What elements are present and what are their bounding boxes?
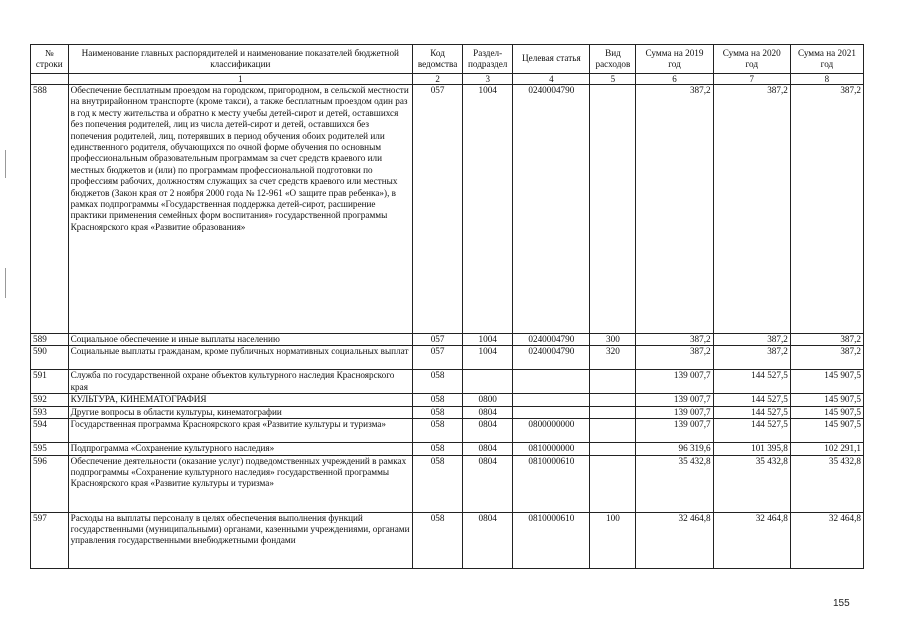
row-sum-2021: 387,2: [790, 85, 863, 334]
row-number: 596: [31, 455, 69, 512]
row-expense-type: [590, 443, 636, 455]
header-sum-2019: Сумма на 2019 год: [636, 45, 713, 74]
header-row: [31, 45, 864, 74]
row-sum-2019: 35 432,8: [636, 455, 713, 512]
row-dept-code: 058: [413, 406, 463, 418]
header-dept-code: Код ведомства: [413, 45, 463, 74]
row-section: 0800: [463, 394, 513, 406]
row-number: 590: [31, 346, 69, 370]
table-row: [31, 346, 864, 370]
row-number: 591: [31, 370, 69, 394]
row-number: 597: [31, 512, 69, 568]
column-number: 3: [463, 74, 513, 85]
row-sum-2021: 145 907,5: [790, 370, 863, 394]
row-sum-2020: 32 464,8: [713, 512, 790, 568]
row-target-item: 0240004790: [513, 334, 590, 346]
row-number: 588: [31, 85, 69, 334]
header-expense-type: Вид расходов: [590, 45, 636, 74]
header-row-number: № строки: [31, 45, 69, 74]
header-sum-2021: Сумма на 2021 год: [790, 45, 863, 74]
column-number-empty: [31, 74, 69, 85]
row-dept-code: 058: [413, 443, 463, 455]
row-sum-2019: 96 319,6: [636, 443, 713, 455]
row-expense-type: [590, 406, 636, 418]
row-target-item: 0810000610: [513, 455, 590, 512]
row-expense-type: [590, 85, 636, 334]
column-number: 8: [790, 74, 863, 85]
row-name: Расходы на выплаты персоналу в целях обеспечения выполнения функций государственными (муниципальными) органами, казенными учреждениями, органами управления государственными внебюджетными фондами: [68, 512, 412, 568]
row-name: Служба по государственной охране объектов культурного наследия Красноярского края: [68, 370, 412, 394]
row-dept-code: 058: [413, 455, 463, 512]
row-expense-type: 300: [590, 334, 636, 346]
column-number: 2: [413, 74, 463, 85]
budget-sheet: [30, 44, 864, 569]
row-sum-2020: 144 527,5: [713, 406, 790, 418]
row-name: Социальные выплаты гражданам, кроме публичных нормативных социальных выплат: [68, 346, 412, 370]
row-sum-2019: 139 007,7: [636, 394, 713, 406]
row-target-item: 0810000610: [513, 512, 590, 568]
header-name: Наименование главных распорядителей и наименование показателей бюджетной классификации: [68, 45, 412, 74]
row-sum-2020: 35 432,8: [713, 455, 790, 512]
row-target-item: 0240004790: [513, 85, 590, 334]
scan-margin-mark: [5, 150, 6, 178]
row-sum-2019: 387,2: [636, 334, 713, 346]
row-sum-2020: 387,2: [713, 346, 790, 370]
column-number: 5: [590, 74, 636, 85]
table-row: [31, 443, 864, 455]
row-expense-type: [590, 370, 636, 394]
row-section: 1004: [463, 334, 513, 346]
table-row: [31, 334, 864, 346]
row-sum-2021: 145 907,5: [790, 419, 863, 443]
budget-table: [30, 44, 864, 569]
row-name: Обеспечение деятельности (оказание услуг) подведомственных учреждений в рамках подпрограммы «Сохранение культурного наследия» государственной программы Красноярского края «Развитие культуры и туризма»: [68, 455, 412, 512]
header-target-item: Целевая статья: [513, 45, 590, 74]
row-sum-2021: 387,2: [790, 334, 863, 346]
row-expense-type: 100: [590, 512, 636, 568]
page-number: 155: [833, 598, 850, 609]
row-dept-code: 058: [413, 394, 463, 406]
column-numbers-row: [31, 74, 864, 85]
row-sum-2021: 102 291,1: [790, 443, 863, 455]
row-target-item: [513, 406, 590, 418]
row-sum-2021: 145 907,5: [790, 394, 863, 406]
row-sum-2020: 101 395,8: [713, 443, 790, 455]
scan-margin-mark: [5, 268, 6, 298]
row-target-item: [513, 394, 590, 406]
row-dept-code: 057: [413, 334, 463, 346]
row-expense-type: 320: [590, 346, 636, 370]
row-expense-type: [590, 455, 636, 512]
row-target-item: [513, 370, 590, 394]
row-section: [463, 370, 513, 394]
row-name: Другие вопросы в области культуры, кинематографии: [68, 406, 412, 418]
row-sum-2021: 32 464,8: [790, 512, 863, 568]
row-section: 0804: [463, 443, 513, 455]
row-name: Государственная программа Красноярского края «Развитие культуры и туризма»: [68, 419, 412, 443]
column-number: 1: [68, 74, 412, 85]
row-name: КУЛЬТУРА, КИНЕМАТОГРАФИЯ: [68, 394, 412, 406]
row-expense-type: [590, 394, 636, 406]
row-expense-type: [590, 419, 636, 443]
row-section: 1004: [463, 85, 513, 334]
table-row: [31, 455, 864, 512]
row-sum-2019: 139 007,7: [636, 406, 713, 418]
row-number: 589: [31, 334, 69, 346]
row-sum-2021: 387,2: [790, 346, 863, 370]
column-number: 4: [513, 74, 590, 85]
table-row: [31, 406, 864, 418]
row-dept-code: 058: [413, 512, 463, 568]
row-target-item: 0240004790: [513, 346, 590, 370]
table-row: [31, 512, 864, 568]
row-section: 0804: [463, 455, 513, 512]
table-row: [31, 394, 864, 406]
row-section: 0804: [463, 419, 513, 443]
table-row: [31, 370, 864, 394]
row-target-item: 0800000000: [513, 419, 590, 443]
row-dept-code: 058: [413, 370, 463, 394]
row-name: Социальное обеспечение и иные выплаты населению: [68, 334, 412, 346]
row-sum-2019: 387,2: [636, 346, 713, 370]
row-number: 592: [31, 394, 69, 406]
row-sum-2020: 387,2: [713, 85, 790, 334]
column-number: 7: [713, 74, 790, 85]
table-row: [31, 419, 864, 443]
header-section: Раздел-подраздел: [463, 45, 513, 74]
header-sum-2020: Сумма на 2020 год: [713, 45, 790, 74]
row-name: Подпрограмма «Сохранение культурного наследия»: [68, 443, 412, 455]
row-sum-2020: 144 527,5: [713, 370, 790, 394]
row-sum-2020: 144 527,5: [713, 394, 790, 406]
row-section: 0804: [463, 512, 513, 568]
row-name: Обеспечение бесплатным проездом на городском, пригородном, в сельской местности на внутрирайонном транспорте (кроме такси), а также бесплатным проездом один раз в год к месту жительства и обратно к месту учебы детей-сирот и детей, оставшихся без попечения родителей, лиц из числа детей-сирот и детей, оставшихся без попечения родителей, лиц, потерявших в период обучения обоих родителей или единственного родителя, обучающихся по очной форме обучения по основным профессиональным образовательным программам за счет средств краевого или местных бюджетов и (или) по программам профессиональной подготовки по профессиям рабочих, должностям служащих за счет средств краевого или местных бюджетов (Закон края от 2 ноября 2000 года № 12-961 «О защите прав ребенка»), в рамках подпрограммы «Государственная поддержка детей-сирот, расширение практики применения семейных форм воспитания» государственной программы Красноярского края «Развитие образования»: [68, 85, 412, 334]
row-section: 1004: [463, 346, 513, 370]
row-number: 595: [31, 443, 69, 455]
row-sum-2020: 144 527,5: [713, 419, 790, 443]
row-section: 0804: [463, 406, 513, 418]
row-dept-code: 057: [413, 346, 463, 370]
row-sum-2019: 32 464,8: [636, 512, 713, 568]
row-dept-code: 057: [413, 85, 463, 334]
row-target-item: 0810000000: [513, 443, 590, 455]
row-sum-2019: 387,2: [636, 85, 713, 334]
row-dept-code: 058: [413, 419, 463, 443]
table-row: [31, 85, 864, 334]
row-sum-2021: 145 907,5: [790, 406, 863, 418]
row-number: 593: [31, 406, 69, 418]
row-sum-2019: 139 007,7: [636, 370, 713, 394]
row-number: 594: [31, 419, 69, 443]
row-sum-2021: 35 432,8: [790, 455, 863, 512]
row-sum-2020: 387,2: [713, 334, 790, 346]
row-sum-2019: 139 007,7: [636, 419, 713, 443]
column-number: 6: [636, 74, 713, 85]
